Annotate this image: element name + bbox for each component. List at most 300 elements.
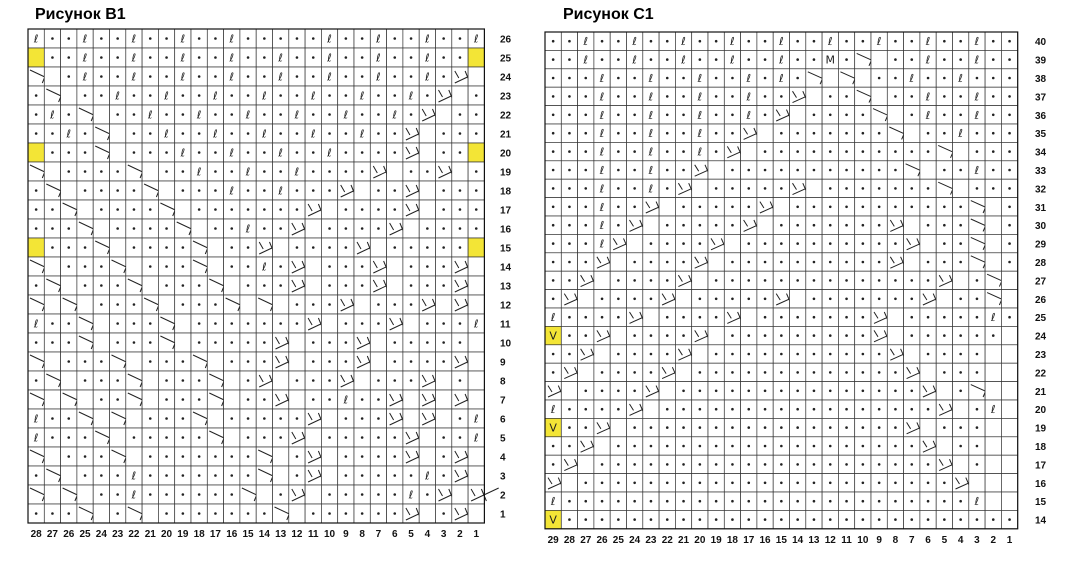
purl-dot bbox=[910, 390, 913, 393]
purl-dot bbox=[361, 512, 364, 515]
purl-dot bbox=[633, 206, 636, 209]
purl-dot bbox=[182, 379, 185, 382]
purl-dot bbox=[699, 58, 702, 61]
purl-dot bbox=[84, 436, 87, 439]
purl-dot bbox=[149, 360, 152, 363]
purl-dot bbox=[650, 298, 653, 301]
purl-dot bbox=[84, 265, 87, 268]
purl-dot bbox=[442, 189, 445, 192]
purl-dot bbox=[633, 114, 636, 117]
purl-dot bbox=[84, 474, 87, 477]
stitch-symbol: ℓ bbox=[229, 70, 235, 84]
purl-dot bbox=[633, 426, 636, 429]
grid-cell bbox=[387, 409, 403, 428]
purl-dot bbox=[682, 463, 685, 466]
stitch-symbol: ℓ bbox=[632, 53, 637, 67]
purl-dot bbox=[959, 316, 962, 319]
row-label: 33 bbox=[1035, 166, 1047, 177]
purl-dot bbox=[361, 398, 364, 401]
purl-dot bbox=[116, 322, 119, 325]
stitch-symbol: ℓ bbox=[262, 260, 267, 274]
purl-dot bbox=[568, 40, 571, 43]
purl-dot bbox=[894, 426, 897, 429]
purl-dot bbox=[633, 463, 636, 466]
purl-dot bbox=[214, 75, 217, 78]
grid-cell bbox=[142, 371, 158, 390]
purl-dot bbox=[894, 187, 897, 190]
purl-dot bbox=[633, 518, 636, 521]
purl-dot bbox=[813, 316, 816, 319]
purl-dot bbox=[894, 95, 897, 98]
purl-dot bbox=[601, 500, 604, 503]
grid-cell bbox=[289, 485, 305, 504]
purl-dot bbox=[780, 390, 783, 393]
purl-dot bbox=[410, 113, 413, 116]
purl-dot bbox=[813, 463, 816, 466]
grid-cell bbox=[708, 326, 724, 344]
stitch-symbol: ℓ bbox=[697, 108, 703, 122]
purl-dot bbox=[617, 316, 620, 319]
stitch-symbol: ℓ bbox=[180, 32, 186, 46]
purl-dot bbox=[943, 132, 946, 135]
purl-dot bbox=[149, 246, 152, 249]
purl-dot bbox=[345, 455, 348, 458]
stitch-symbol: ℓ bbox=[779, 53, 784, 67]
row-label: 15 bbox=[1035, 497, 1047, 509]
purl-dot bbox=[878, 353, 881, 356]
purl-dot bbox=[442, 265, 445, 268]
purl-dot bbox=[35, 512, 38, 515]
purl-dot bbox=[682, 334, 685, 337]
purl-dot bbox=[568, 58, 571, 61]
purl-dot bbox=[328, 113, 331, 116]
purl-dot bbox=[666, 426, 669, 429]
purl-dot bbox=[829, 334, 832, 337]
purl-dot bbox=[247, 151, 250, 154]
purl-dot bbox=[100, 94, 103, 97]
purl-dot bbox=[35, 284, 38, 287]
stitch-symbol: ℓ bbox=[974, 35, 980, 49]
purl-dot bbox=[845, 371, 848, 374]
purl-dot bbox=[943, 316, 946, 319]
purl-dot bbox=[927, 500, 930, 503]
stitch-symbol: ℓ bbox=[779, 72, 784, 85]
stitch-symbol: ℓ bbox=[697, 90, 703, 104]
purl-dot bbox=[829, 187, 832, 190]
grid-cell bbox=[110, 428, 126, 447]
purl-dot bbox=[845, 169, 848, 172]
grid-cell bbox=[468, 295, 484, 314]
purl-dot bbox=[650, 426, 653, 429]
grid-cell bbox=[240, 295, 256, 314]
grid-cell bbox=[594, 253, 610, 271]
grid-cell bbox=[790, 106, 806, 124]
purl-dot bbox=[780, 334, 783, 337]
stitch-symbol: ℓ bbox=[599, 108, 605, 122]
purl-dot bbox=[312, 151, 315, 154]
purl-dot bbox=[992, 114, 995, 117]
purl-dot bbox=[780, 261, 783, 264]
stitch-symbol: ℓ bbox=[33, 431, 39, 445]
stitch-symbol: ℓ bbox=[599, 182, 605, 196]
purl-dot bbox=[442, 284, 445, 287]
purl-dot bbox=[410, 246, 413, 249]
purl-dot bbox=[312, 398, 315, 401]
purl-dot bbox=[377, 474, 380, 477]
purl-dot bbox=[410, 360, 413, 363]
purl-dot bbox=[682, 95, 685, 98]
purl-dot bbox=[666, 463, 669, 466]
purl-dot bbox=[84, 360, 87, 363]
purl-dot bbox=[894, 77, 897, 80]
purl-dot bbox=[1008, 518, 1011, 521]
purl-dot bbox=[198, 322, 201, 325]
purl-dot bbox=[1008, 169, 1011, 172]
stitch-symbol: ℓ bbox=[473, 32, 479, 46]
grid-cell bbox=[403, 314, 419, 333]
purl-dot bbox=[959, 58, 962, 61]
purl-dot bbox=[959, 114, 962, 117]
stitch-symbol: ℓ bbox=[550, 403, 556, 417]
column-label: 16 bbox=[226, 529, 238, 540]
purl-dot bbox=[617, 95, 620, 98]
purl-dot bbox=[731, 482, 734, 485]
purl-dot bbox=[617, 353, 620, 356]
purl-dot bbox=[182, 493, 185, 496]
row-label: 5 bbox=[500, 433, 506, 445]
purl-dot bbox=[377, 493, 380, 496]
purl-dot bbox=[442, 341, 445, 344]
grid-cell bbox=[273, 333, 289, 352]
purl-dot bbox=[976, 463, 979, 466]
grid-cell bbox=[191, 219, 207, 238]
purl-dot bbox=[992, 40, 995, 43]
grid-cell bbox=[757, 124, 773, 142]
stitch-symbol: ℓ bbox=[180, 70, 186, 84]
purl-dot bbox=[410, 265, 413, 268]
row-label: 8 bbox=[500, 376, 506, 388]
purl-dot bbox=[361, 322, 364, 325]
purl-dot bbox=[149, 265, 152, 268]
purl-dot bbox=[796, 316, 799, 319]
column-label: 10 bbox=[323, 529, 336, 540]
purl-dot bbox=[764, 463, 767, 466]
purl-dot bbox=[426, 246, 429, 249]
grid-cell bbox=[643, 216, 659, 234]
column-label: 20 bbox=[694, 534, 706, 546]
purl-dot bbox=[247, 455, 250, 458]
purl-dot bbox=[845, 334, 848, 337]
purl-dot bbox=[894, 518, 897, 521]
purl-dot bbox=[247, 360, 250, 363]
purl-dot bbox=[230, 265, 233, 268]
grid-cell bbox=[610, 234, 626, 252]
purl-dot bbox=[829, 150, 832, 153]
grid-cell bbox=[175, 333, 191, 352]
purl-dot bbox=[165, 56, 168, 59]
purl-dot bbox=[813, 390, 816, 393]
purl-dot bbox=[230, 132, 233, 135]
purl-dot bbox=[959, 206, 962, 209]
grid-cell bbox=[224, 428, 240, 447]
purl-dot bbox=[426, 94, 429, 97]
purl-dot bbox=[230, 246, 233, 249]
purl-dot bbox=[214, 189, 217, 192]
purl-dot bbox=[100, 493, 103, 496]
grid-cell bbox=[741, 216, 757, 234]
purl-dot bbox=[377, 113, 380, 116]
purl-dot bbox=[328, 303, 331, 306]
row-label: 25 bbox=[1035, 313, 1047, 325]
purl-dot bbox=[1008, 242, 1011, 245]
grid-cell bbox=[904, 363, 920, 381]
purl-dot bbox=[796, 279, 799, 282]
purl-dot bbox=[51, 208, 54, 211]
grid-cell bbox=[790, 179, 806, 197]
grid-cell bbox=[452, 504, 468, 523]
grid-cell bbox=[436, 295, 452, 314]
grid-cell bbox=[403, 390, 419, 409]
column-label: 19 bbox=[177, 529, 189, 540]
chart-b1-title: Рисунок В1 bbox=[35, 6, 126, 23]
grid-cell bbox=[920, 382, 936, 400]
grid-cell bbox=[871, 326, 887, 344]
purl-dot bbox=[279, 227, 282, 230]
purl-dot bbox=[796, 206, 799, 209]
purl-dot bbox=[51, 322, 54, 325]
purl-dot bbox=[943, 371, 946, 374]
purl-dot bbox=[296, 94, 299, 97]
purl-dot bbox=[699, 371, 702, 374]
purl-dot bbox=[584, 482, 587, 485]
purl-dot bbox=[393, 455, 396, 458]
stitch-symbol: ℓ bbox=[909, 72, 915, 85]
grid-cell bbox=[1001, 290, 1017, 308]
purl-dot bbox=[633, 334, 636, 337]
stitch-symbol: ℓ bbox=[599, 72, 605, 85]
stitch-symbol: ℓ bbox=[376, 70, 381, 84]
purl-dot bbox=[442, 474, 445, 477]
purl-dot bbox=[829, 206, 832, 209]
purl-dot bbox=[247, 265, 250, 268]
purl-dot bbox=[552, 132, 555, 135]
purl-dot bbox=[116, 56, 119, 59]
purl-dot bbox=[116, 227, 119, 230]
grid-cell bbox=[468, 352, 484, 371]
purl-dot bbox=[747, 463, 750, 466]
purl-dot bbox=[198, 303, 201, 306]
grid-cell bbox=[452, 352, 468, 371]
purl-dot bbox=[584, 114, 587, 117]
row-label: 32 bbox=[1035, 184, 1047, 196]
purl-dot bbox=[552, 95, 555, 98]
purl-dot bbox=[377, 303, 380, 306]
stitch-symbol: ℓ bbox=[746, 72, 752, 85]
purl-dot bbox=[780, 169, 783, 172]
purl-dot bbox=[279, 417, 282, 420]
stitch-symbol: ℓ bbox=[131, 70, 137, 84]
purl-dot bbox=[165, 75, 168, 78]
purl-dot bbox=[910, 408, 913, 411]
purl-dot bbox=[813, 334, 816, 337]
purl-dot bbox=[943, 95, 946, 98]
purl-dot bbox=[393, 37, 396, 40]
purl-dot bbox=[1008, 316, 1011, 319]
purl-dot bbox=[862, 279, 865, 282]
grid-cell bbox=[936, 382, 952, 400]
purl-dot bbox=[910, 187, 913, 190]
purl-dot bbox=[459, 132, 462, 135]
purl-dot bbox=[992, 132, 995, 135]
purl-dot bbox=[198, 436, 201, 439]
purl-dot bbox=[393, 341, 396, 344]
purl-dot bbox=[133, 227, 136, 230]
row-label: 28 bbox=[1035, 258, 1047, 269]
purl-dot bbox=[84, 455, 87, 458]
row-label: 20 bbox=[500, 148, 512, 160]
column-label: 18 bbox=[193, 529, 205, 540]
stitch-symbol: ℓ bbox=[730, 35, 735, 49]
purl-dot bbox=[198, 94, 201, 97]
column-label: 28 bbox=[563, 534, 576, 546]
purl-dot bbox=[361, 493, 364, 496]
grid-cell bbox=[61, 276, 77, 295]
purl-dot bbox=[247, 132, 250, 135]
purl-dot bbox=[133, 436, 136, 439]
purl-dot bbox=[230, 417, 233, 420]
purl-dot bbox=[780, 408, 783, 411]
grid-cell bbox=[305, 314, 321, 333]
purl-dot bbox=[214, 113, 217, 116]
column-label: 9 bbox=[343, 529, 349, 540]
grid-cell bbox=[387, 257, 403, 276]
stitch-symbol: ℓ bbox=[327, 51, 332, 65]
purl-dot bbox=[279, 37, 282, 40]
grid-cell bbox=[93, 409, 109, 428]
purl-dot bbox=[377, 227, 380, 230]
purl-dot bbox=[943, 353, 946, 356]
purl-dot bbox=[959, 390, 962, 393]
purl-dot bbox=[1008, 114, 1011, 117]
purl-dot bbox=[943, 426, 946, 429]
purl-dot bbox=[133, 246, 136, 249]
purl-dot bbox=[731, 371, 734, 374]
purl-dot bbox=[361, 455, 364, 458]
purl-dot bbox=[165, 151, 168, 154]
purl-dot bbox=[715, 279, 718, 282]
purl-dot bbox=[862, 500, 865, 503]
purl-dot bbox=[568, 206, 571, 209]
stitch-symbol: ℓ bbox=[278, 184, 283, 198]
grid-cell bbox=[985, 455, 1001, 473]
stitch-symbol: ℓ bbox=[550, 495, 556, 509]
purl-dot bbox=[633, 132, 636, 135]
purl-dot bbox=[67, 246, 70, 249]
purl-dot bbox=[959, 169, 962, 172]
stitch-symbol: ℓ bbox=[958, 127, 963, 141]
purl-dot bbox=[633, 371, 636, 374]
grid-cell bbox=[1001, 382, 1017, 400]
grid-cell bbox=[403, 447, 419, 466]
stitch-symbol: ℓ bbox=[327, 70, 332, 84]
purl-dot bbox=[715, 408, 718, 411]
purl-dot bbox=[426, 227, 429, 230]
purl-dot bbox=[182, 94, 185, 97]
purl-dot bbox=[731, 77, 734, 80]
column-label: 11 bbox=[841, 534, 852, 546]
purl-dot bbox=[149, 436, 152, 439]
purl-dot bbox=[976, 426, 979, 429]
stitch-symbol: ℓ bbox=[974, 108, 980, 122]
grid-cell bbox=[289, 276, 305, 295]
purl-dot bbox=[959, 298, 962, 301]
purl-dot bbox=[279, 170, 282, 173]
purl-dot bbox=[328, 512, 331, 515]
grid-cell bbox=[953, 400, 969, 418]
purl-dot bbox=[845, 224, 848, 227]
purl-dot bbox=[878, 224, 881, 227]
purl-dot bbox=[796, 169, 799, 172]
purl-dot bbox=[584, 206, 587, 209]
purl-dot bbox=[959, 353, 962, 356]
purl-dot bbox=[67, 322, 70, 325]
grid-cell bbox=[338, 295, 354, 314]
purl-dot bbox=[393, 379, 396, 382]
stitch-symbol: ℓ bbox=[278, 146, 283, 160]
purl-dot bbox=[845, 500, 848, 503]
purl-dot bbox=[617, 279, 620, 282]
purl-dot bbox=[796, 353, 799, 356]
purl-dot bbox=[345, 265, 348, 268]
grid-cell bbox=[256, 485, 272, 504]
grid-cell bbox=[175, 314, 191, 333]
purl-dot bbox=[959, 445, 962, 448]
purl-dot bbox=[992, 518, 995, 521]
purl-dot bbox=[666, 500, 669, 503]
purl-dot bbox=[650, 518, 653, 521]
purl-dot bbox=[345, 56, 348, 59]
purl-dot bbox=[796, 500, 799, 503]
purl-dot bbox=[328, 436, 331, 439]
grid-cell bbox=[887, 308, 903, 326]
purl-dot bbox=[214, 170, 217, 173]
purl-dot bbox=[862, 408, 865, 411]
grid-cell bbox=[61, 86, 77, 105]
purl-dot bbox=[927, 132, 930, 135]
purl-dot bbox=[878, 518, 881, 521]
purl-dot bbox=[959, 95, 962, 98]
grid-cell bbox=[545, 474, 561, 492]
purl-dot bbox=[927, 150, 930, 153]
purl-dot bbox=[84, 151, 87, 154]
purl-dot bbox=[84, 379, 87, 382]
grid-cell bbox=[93, 105, 109, 124]
column-label: 24 bbox=[629, 534, 641, 546]
column-label: 17 bbox=[743, 534, 755, 546]
grid-cell bbox=[594, 418, 610, 436]
purl-dot bbox=[633, 279, 636, 282]
stitch-symbol: ℓ bbox=[327, 32, 332, 46]
purl-dot bbox=[764, 58, 767, 61]
purl-dot bbox=[862, 334, 865, 337]
stitch-symbol: ℓ bbox=[82, 32, 88, 46]
purl-dot bbox=[67, 455, 70, 458]
column-label: 13 bbox=[275, 529, 287, 540]
row-label: 16 bbox=[1035, 478, 1047, 490]
grid-cell bbox=[468, 238, 484, 257]
grid-cell bbox=[1001, 345, 1017, 363]
purl-dot bbox=[100, 455, 103, 458]
